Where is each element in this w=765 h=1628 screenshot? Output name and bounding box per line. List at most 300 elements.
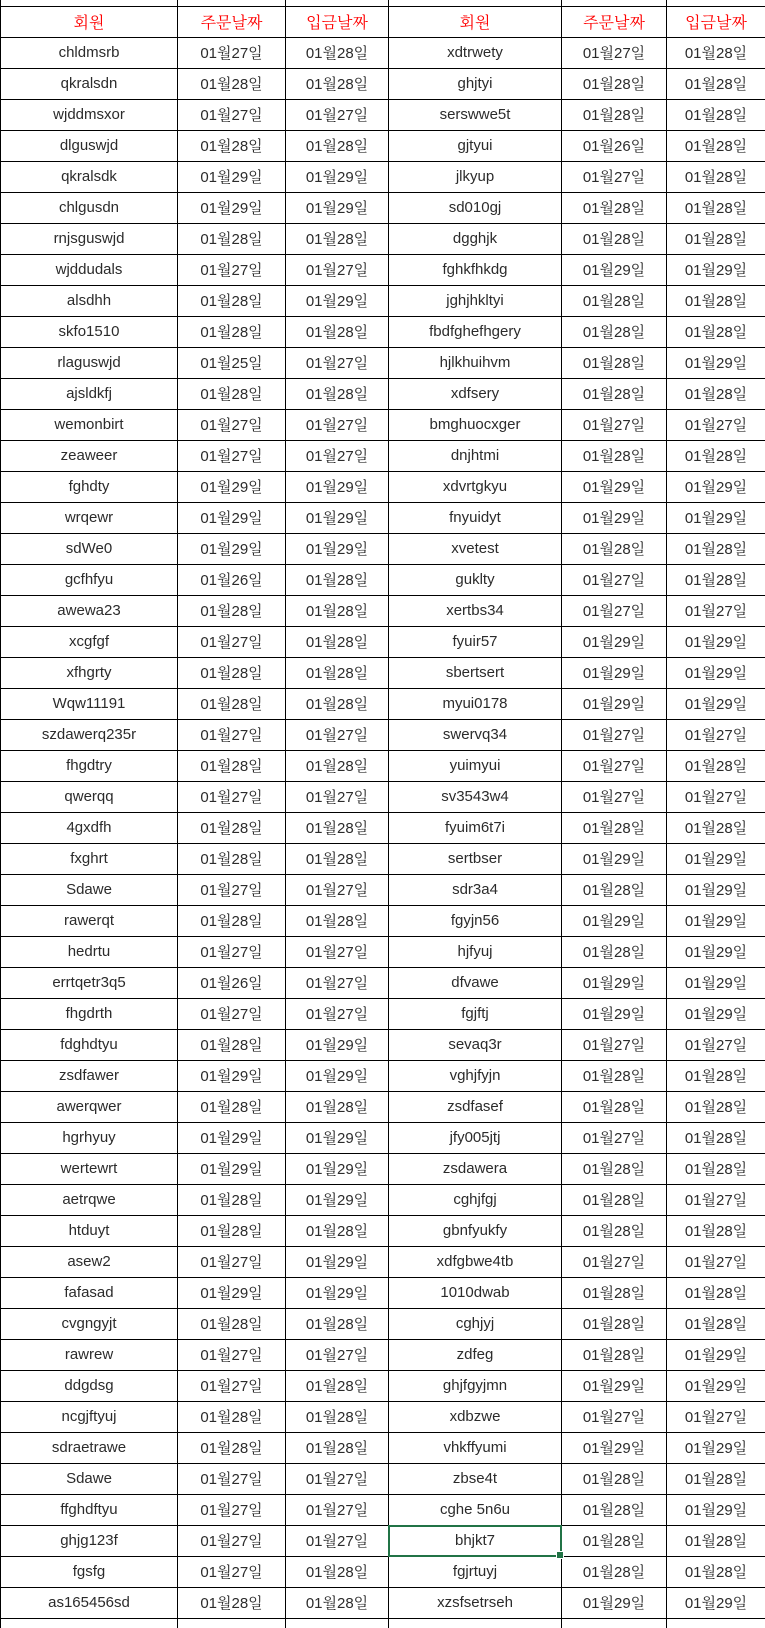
cell[interactable]: 01월28일 <box>178 378 286 409</box>
cell[interactable]: 01월28일 <box>286 564 389 595</box>
cell[interactable]: 01월29일 <box>667 967 765 998</box>
cell[interactable]: 01월29일 <box>178 1122 286 1153</box>
cell[interactable]: 01월28일 <box>667 812 765 843</box>
cell[interactable]: 01월26일 <box>178 564 286 595</box>
cell[interactable]: 01월29일 <box>667 936 765 967</box>
cell[interactable]: fgsfg <box>1 1556 178 1587</box>
cell[interactable]: 01월27일 <box>178 1370 286 1401</box>
cell[interactable]: htduyt <box>1 1215 178 1246</box>
cell[interactable]: 01월28일 <box>286 1401 389 1432</box>
cell[interactable]: 01월28일 <box>667 99 765 130</box>
cell[interactable]: 01월25일 <box>178 347 286 378</box>
cell[interactable]: 01월29일 <box>667 626 765 657</box>
cell[interactable]: sbertsert <box>389 657 562 688</box>
cell[interactable]: 01월29일 <box>286 285 389 316</box>
cell[interactable]: 01월28일 <box>562 1339 667 1370</box>
cell[interactable]: szdawerq235r <box>1 719 178 750</box>
cell[interactable]: xdvrtgkyu <box>389 471 562 502</box>
cell[interactable]: qkralsdk <box>1 161 178 192</box>
cell[interactable]: 01월29일 <box>667 657 765 688</box>
cell[interactable]: errtqetr3q5 <box>1 967 178 998</box>
cell[interactable]: 01월27일 <box>178 626 286 657</box>
cell[interactable]: 01월28일 <box>286 750 389 781</box>
cell[interactable]: asew2 <box>1 1246 178 1277</box>
cell[interactable]: 01월28일 <box>562 99 667 130</box>
cell[interactable]: wemonbirt <box>1 409 178 440</box>
cell[interactable]: jghjhkltyi <box>389 285 562 316</box>
header-member-1[interactable]: 회원 <box>1 6 178 37</box>
cell[interactable]: rlaguswjd <box>1 347 178 378</box>
cell[interactable]: 01월29일 <box>286 1122 389 1153</box>
cell[interactable]: 01월28일 <box>667 750 765 781</box>
cell[interactable]: 01월29일 <box>178 192 286 223</box>
cell[interactable]: 01월27일 <box>286 440 389 471</box>
cell[interactable]: xcgfgf <box>1 626 178 657</box>
cell[interactable]: 01월28일 <box>178 688 286 719</box>
cell[interactable]: Sdawe <box>1 1463 178 1494</box>
cell[interactable]: 01월28일 <box>286 595 389 626</box>
cell[interactable]: cghjfgj <box>389 1184 562 1215</box>
cell[interactable]: dgghjk <box>389 223 562 254</box>
cell[interactable]: sv3543w4 <box>389 781 562 812</box>
cell[interactable]: fhgdrth <box>1 998 178 1029</box>
cell[interactable]: sevaq3r <box>389 1029 562 1060</box>
cell[interactable]: jlkyup <box>389 161 562 192</box>
cell[interactable]: 01월27일 <box>286 719 389 750</box>
cell[interactable]: 01월28일 <box>286 1587 389 1618</box>
header-deposit-date-1[interactable]: 입금날짜 <box>286 6 389 37</box>
cell[interactable]: 01월27일 <box>286 254 389 285</box>
cell[interactable]: 01월28일 <box>562 68 667 99</box>
cell[interactable]: 01월27일 <box>562 161 667 192</box>
cell[interactable]: 01월28일 <box>286 1215 389 1246</box>
cell[interactable]: fbdfghefhgery <box>389 316 562 347</box>
cell[interactable]: 01월29일 <box>286 471 389 502</box>
cell[interactable]: 01월28일 <box>562 1215 667 1246</box>
header-member-2[interactable]: 회원 <box>389 6 562 37</box>
cell[interactable]: 01월28일 <box>286 688 389 719</box>
cell[interactable]: 01월28일 <box>562 1308 667 1339</box>
cell[interactable]: 01월27일 <box>178 998 286 1029</box>
cell[interactable]: ghjg123f <box>1 1525 178 1556</box>
cell[interactable]: sertbser <box>389 843 562 874</box>
cell[interactable]: 01월27일 <box>286 1494 389 1525</box>
cell[interactable]: 01월27일 <box>178 1525 286 1556</box>
cell[interactable]: 01월27일 <box>178 99 286 130</box>
cell[interactable]: 01월28일 <box>562 378 667 409</box>
cell[interactable]: 01월28일 <box>562 936 667 967</box>
cell[interactable]: 01월28일 <box>286 37 389 68</box>
cell[interactable]: 01월28일 <box>667 1060 765 1091</box>
cell[interactable]: 01월29일 <box>667 874 765 905</box>
cell[interactable]: zbse4t <box>389 1463 562 1494</box>
cell[interactable]: 01월29일 <box>178 502 286 533</box>
cell[interactable]: 01월28일 <box>667 378 765 409</box>
cell[interactable]: fnyuidyt <box>389 502 562 533</box>
cell[interactable]: wjddmsxor <box>1 99 178 130</box>
cell[interactable]: 01월27일 <box>562 750 667 781</box>
cell[interactable]: 01월27일 <box>178 719 286 750</box>
cell[interactable]: wertewrt <box>1 1153 178 1184</box>
cell[interactable]: 01월29일 <box>562 657 667 688</box>
cell[interactable]: 01월28일 <box>562 533 667 564</box>
cell[interactable]: swervq34 <box>389 719 562 750</box>
cell[interactable]: 01월28일 <box>562 1525 667 1556</box>
cell[interactable]: 01월28일 <box>667 130 765 161</box>
cell[interactable]: 01월27일 <box>178 874 286 905</box>
cell[interactable]: 01월29일 <box>667 1370 765 1401</box>
cell[interactable]: 01월28일 <box>667 192 765 223</box>
cell[interactable]: 01월27일 <box>178 1494 286 1525</box>
cell[interactable]: Sdawe <box>1 874 178 905</box>
cell[interactable]: 01월27일 <box>286 347 389 378</box>
cell[interactable]: 01월27일 <box>178 1556 286 1587</box>
cell[interactable]: 01월28일 <box>667 285 765 316</box>
cell[interactable]: serswwe5t <box>389 99 562 130</box>
cell[interactable]: 01월29일 <box>562 905 667 936</box>
cell[interactable]: 01월29일 <box>667 688 765 719</box>
cell[interactable]: 01월29일 <box>667 905 765 936</box>
cell[interactable]: 01월28일 <box>178 750 286 781</box>
cell[interactable]: 01월27일 <box>562 1122 667 1153</box>
cell[interactable]: fyuim6t7i <box>389 812 562 843</box>
cell[interactable]: 01월29일 <box>286 1029 389 1060</box>
cell[interactable]: 01월28일 <box>562 440 667 471</box>
cell[interactable]: 01월28일 <box>562 1277 667 1308</box>
cell[interactable]: 01월29일 <box>562 254 667 285</box>
cell[interactable]: alsdhh <box>1 285 178 316</box>
cell[interactable]: 01월28일 <box>667 1525 765 1556</box>
cell[interactable]: fyuir57 <box>389 626 562 657</box>
cell[interactable]: 01월29일 <box>667 1494 765 1525</box>
cell[interactable]: 1010dwab <box>389 1277 562 1308</box>
cell[interactable]: fghdty <box>1 471 178 502</box>
cell[interactable]: 01월28일 <box>286 130 389 161</box>
cell[interactable]: hgrhyuy <box>1 1122 178 1153</box>
cell[interactable]: 01월27일 <box>178 440 286 471</box>
cell[interactable]: 01월28일 <box>667 1153 765 1184</box>
cell[interactable]: 01월28일 <box>667 68 765 99</box>
cell[interactable]: 01월27일 <box>178 254 286 285</box>
cell[interactable]: 01월27일 <box>667 1246 765 1277</box>
cell[interactable]: 01월28일 <box>562 192 667 223</box>
cell[interactable]: 01월27일 <box>178 781 286 812</box>
cell[interactable]: wrqewr <box>1 502 178 533</box>
cell[interactable]: 01월28일 <box>667 1556 765 1587</box>
cell[interactable]: 01월28일 <box>667 533 765 564</box>
cell[interactable]: 01월29일 <box>286 1277 389 1308</box>
cell[interactable]: 01월29일 <box>562 502 667 533</box>
cell[interactable]: 01월27일 <box>667 1029 765 1060</box>
cell[interactable]: 01월28일 <box>178 1184 286 1215</box>
cell[interactable]: gjtyui <box>389 130 562 161</box>
cell[interactable]: 01월27일 <box>286 936 389 967</box>
cell[interactable]: dlguswjd <box>1 130 178 161</box>
cell[interactable]: 01월29일 <box>178 1277 286 1308</box>
cell[interactable]: 01월27일 <box>178 37 286 68</box>
cell[interactable]: 01월28일 <box>562 874 667 905</box>
cell[interactable]: 01월28일 <box>286 905 389 936</box>
fill-handle[interactable] <box>556 1551 564 1559</box>
cell[interactable]: dfvawe <box>389 967 562 998</box>
cell[interactable]: zeaweer <box>1 440 178 471</box>
cell[interactable]: vhkffyumi <box>389 1432 562 1463</box>
header-order-date-1[interactable]: 주문날짜 <box>178 6 286 37</box>
cell[interactable]: 01월29일 <box>286 1246 389 1277</box>
cell[interactable]: myui0178 <box>389 688 562 719</box>
cell[interactable]: zsdawera <box>389 1153 562 1184</box>
cell[interactable]: sdraetrawe <box>1 1432 178 1463</box>
cell[interactable]: bmghuocxger <box>389 409 562 440</box>
cell[interactable]: 01월27일 <box>667 719 765 750</box>
cell[interactable]: 01월28일 <box>286 1091 389 1122</box>
cell[interactable]: 01월28일 <box>667 1277 765 1308</box>
cell[interactable]: 01월27일 <box>562 409 667 440</box>
cell[interactable]: 01월29일 <box>667 1339 765 1370</box>
cell[interactable]: 01월29일 <box>286 1184 389 1215</box>
cell[interactable]: fxghrt <box>1 843 178 874</box>
cell[interactable]: hedrtu <box>1 936 178 967</box>
cell[interactable]: fhgdtry <box>1 750 178 781</box>
header-order-date-2[interactable]: 주문날짜 <box>562 6 667 37</box>
cell[interactable]: 01월28일 <box>178 130 286 161</box>
cell[interactable]: 01월29일 <box>667 471 765 502</box>
cell[interactable]: 01월28일 <box>286 316 389 347</box>
cell[interactable]: dnjhtmi <box>389 440 562 471</box>
cell[interactable]: xzsfsetrseh <box>389 1587 562 1618</box>
cell[interactable]: 01월28일 <box>286 1556 389 1587</box>
cell[interactable]: 01월28일 <box>286 378 389 409</box>
cell[interactable]: xdfgbwe4tb <box>389 1246 562 1277</box>
cell[interactable]: 01월27일 <box>562 719 667 750</box>
cell[interactable]: 01월28일 <box>562 1463 667 1494</box>
cell[interactable]: ghjfgyjmn <box>389 1370 562 1401</box>
cell[interactable]: Wqw11191 <box>1 688 178 719</box>
cell[interactable]: ajsldkfj <box>1 378 178 409</box>
cell[interactable]: 01월28일 <box>286 626 389 657</box>
cell[interactable]: 01월28일 <box>286 843 389 874</box>
cell[interactable]: 01월29일 <box>667 1587 765 1618</box>
cell[interactable]: 01월26일 <box>178 967 286 998</box>
cell[interactable]: ghjtyi <box>389 68 562 99</box>
cell[interactable]: 01월27일 <box>286 781 389 812</box>
cell[interactable]: 01월26일 <box>562 130 667 161</box>
cell[interactable]: 01월28일 <box>178 905 286 936</box>
cell[interactable]: 01월27일 <box>562 1401 667 1432</box>
cell[interactable]: 01월27일 <box>286 1525 389 1556</box>
cell[interactable]: hjlkhuihvm <box>389 347 562 378</box>
cell[interactable]: jfy005jtj <box>389 1122 562 1153</box>
cell[interactable]: fgjftj <box>389 998 562 1029</box>
cell[interactable]: ffghdftyu <box>1 1494 178 1525</box>
cell[interactable]: qwerqq <box>1 781 178 812</box>
cell[interactable]: 01월28일 <box>178 1401 286 1432</box>
cell[interactable]: 01월28일 <box>178 1029 286 1060</box>
cell[interactable]: fafasad <box>1 1277 178 1308</box>
cell[interactable]: 01월29일 <box>286 502 389 533</box>
cell[interactable]: 01월28일 <box>667 1122 765 1153</box>
cell[interactable]: awerqwer <box>1 1091 178 1122</box>
cell[interactable]: xdfsery <box>389 378 562 409</box>
cell[interactable]: as165456sd <box>1 1587 178 1618</box>
cell[interactable]: 01월28일 <box>667 316 765 347</box>
cell[interactable]: rnjsguswjd <box>1 223 178 254</box>
cell[interactable]: 01월29일 <box>562 1432 667 1463</box>
cell[interactable]: 4gxdfh <box>1 812 178 843</box>
cell[interactable]: 01월29일 <box>562 626 667 657</box>
cell[interactable]: xvetest <box>389 533 562 564</box>
cell[interactable]: 01월28일 <box>178 1091 286 1122</box>
cell[interactable]: 01월27일 <box>667 595 765 626</box>
cell[interactable]: 01월28일 <box>286 657 389 688</box>
cell[interactable]: 01월28일 <box>178 657 286 688</box>
cell[interactable]: rawrew <box>1 1339 178 1370</box>
cell[interactable]: 01월27일 <box>178 409 286 440</box>
cell[interactable]: gcfhfyu <box>1 564 178 595</box>
cell[interactable]: gbnfyukfy <box>389 1215 562 1246</box>
cell[interactable]: 01월28일 <box>562 1494 667 1525</box>
cell[interactable]: 01월28일 <box>562 1556 667 1587</box>
cell[interactable]: xdbzwe <box>389 1401 562 1432</box>
cell[interactable]: 01월28일 <box>286 812 389 843</box>
cell[interactable]: 01월28일 <box>178 595 286 626</box>
cell[interactable]: 01월29일 <box>286 161 389 192</box>
cell[interactable]: sd010gj <box>389 192 562 223</box>
cell[interactable]: sdr3a4 <box>389 874 562 905</box>
cell[interactable]: 01월27일 <box>562 781 667 812</box>
cell[interactable]: 01월27일 <box>562 564 667 595</box>
cell[interactable]: 01월29일 <box>562 688 667 719</box>
cell[interactable]: 01월29일 <box>286 192 389 223</box>
header-deposit-date-2[interactable]: 입금날짜 <box>667 6 765 37</box>
cell[interactable]: 01월28일 <box>178 843 286 874</box>
cell[interactable]: 01월29일 <box>667 347 765 378</box>
cell[interactable]: awewa23 <box>1 595 178 626</box>
cell[interactable]: 01월29일 <box>667 254 765 285</box>
cell[interactable]: 01월29일 <box>667 843 765 874</box>
cell[interactable]: 01월28일 <box>562 1153 667 1184</box>
cell[interactable]: 01월29일 <box>286 533 389 564</box>
cell[interactable]: 01월29일 <box>178 471 286 502</box>
cell[interactable]: vghjfyjn <box>389 1060 562 1091</box>
cell[interactable]: 01월28일 <box>562 1060 667 1091</box>
cell[interactable]: qkralsdn <box>1 68 178 99</box>
cell[interactable]: 01월28일 <box>667 1308 765 1339</box>
cell[interactable]: 01월29일 <box>667 998 765 1029</box>
cell[interactable]: 01월28일 <box>562 223 667 254</box>
cell[interactable]: 01월29일 <box>178 161 286 192</box>
cell[interactable]: 01월28일 <box>178 1432 286 1463</box>
cell[interactable]: 01월27일 <box>286 409 389 440</box>
cell[interactable]: 01월29일 <box>562 843 667 874</box>
cell[interactable]: 01월27일 <box>178 1246 286 1277</box>
cell[interactable]: 01월28일 <box>286 1432 389 1463</box>
cell[interactable]: cvgngyjt <box>1 1308 178 1339</box>
cell[interactable]: 01월27일 <box>286 967 389 998</box>
cell[interactable]: chldmsrb <box>1 37 178 68</box>
cell[interactable]: 01월27일 <box>286 99 389 130</box>
cell[interactable]: wjddudals <box>1 254 178 285</box>
cell[interactable]: 01월28일 <box>667 1215 765 1246</box>
cell[interactable]: sdWe0 <box>1 533 178 564</box>
cell[interactable]: 01월29일 <box>562 1370 667 1401</box>
cell[interactable]: 01월28일 <box>667 440 765 471</box>
cell[interactable]: 01월28일 <box>667 37 765 68</box>
cell[interactable]: guklty <box>389 564 562 595</box>
cell[interactable]: 01월28일 <box>667 564 765 595</box>
cell[interactable]: fdghdtyu <box>1 1029 178 1060</box>
cell[interactable]: 01월29일 <box>562 967 667 998</box>
cell[interactable]: 01월28일 <box>178 1308 286 1339</box>
cell[interactable]: 01월29일 <box>562 998 667 1029</box>
cell[interactable]: 01월29일 <box>667 1432 765 1463</box>
cell[interactable]: chlgusdn <box>1 192 178 223</box>
cell[interactable]: 01월28일 <box>286 1370 389 1401</box>
cell[interactable]: cghjyj <box>389 1308 562 1339</box>
cell[interactable]: fghkfhkdg <box>389 254 562 285</box>
cell[interactable]: xfhgrty <box>1 657 178 688</box>
cell[interactable]: 01월28일 <box>286 1308 389 1339</box>
cell[interactable]: 01월27일 <box>286 1339 389 1370</box>
cell[interactable]: 01월29일 <box>178 533 286 564</box>
cell[interactable]: 01월28일 <box>178 1215 286 1246</box>
cell[interactable]: 01월28일 <box>286 223 389 254</box>
cell[interactable]: 01월28일 <box>562 316 667 347</box>
cell[interactable]: 01월27일 <box>562 595 667 626</box>
cell[interactable]: 01월28일 <box>178 812 286 843</box>
cell[interactable]: skfo1510 <box>1 316 178 347</box>
cell[interactable]: 01월28일 <box>562 1091 667 1122</box>
cell[interactable]: xertbs34 <box>389 595 562 626</box>
cell[interactable]: 01월28일 <box>667 1091 765 1122</box>
cell[interactable]: rawerqt <box>1 905 178 936</box>
cell[interactable]: 01월27일 <box>667 409 765 440</box>
cell[interactable]: 01월27일 <box>562 37 667 68</box>
cell[interactable]: 01월29일 <box>286 1153 389 1184</box>
cell[interactable]: 01월27일 <box>667 1401 765 1432</box>
cell[interactable]: 01월29일 <box>286 1060 389 1091</box>
cell[interactable]: 01월27일 <box>667 781 765 812</box>
cell[interactable]: 01월28일 <box>178 1587 286 1618</box>
cell[interactable]: 01월27일 <box>562 1246 667 1277</box>
cell[interactable]: 01월28일 <box>286 68 389 99</box>
cell[interactable]: ddgdsg <box>1 1370 178 1401</box>
cell[interactable]: 01월28일 <box>178 285 286 316</box>
cell[interactable]: 01월29일 <box>178 1153 286 1184</box>
cell[interactable]: ncgjftyuj <box>1 1401 178 1432</box>
cell[interactable]: 01월28일 <box>562 285 667 316</box>
cell[interactable]: 01월28일 <box>667 161 765 192</box>
cell[interactable]: 01월29일 <box>562 471 667 502</box>
cell[interactable]: 01월28일 <box>178 316 286 347</box>
cell[interactable]: 01월27일 <box>286 998 389 1029</box>
cell[interactable]: zdfeg <box>389 1339 562 1370</box>
cell[interactable]: 01월28일 <box>667 223 765 254</box>
selected-cell[interactable]: bhjkt7 <box>389 1525 562 1556</box>
cell[interactable]: 01월28일 <box>562 1184 667 1215</box>
cell[interactable]: 01월27일 <box>562 1029 667 1060</box>
cell[interactable]: 01월27일 <box>178 1339 286 1370</box>
cell[interactable]: hjfyuj <box>389 936 562 967</box>
cell[interactable]: 01월28일 <box>667 1463 765 1494</box>
cell[interactable]: 01월27일 <box>178 1463 286 1494</box>
cell[interactable]: 01월27일 <box>667 1184 765 1215</box>
cell[interactable]: 01월28일 <box>562 347 667 378</box>
cell[interactable]: 01월27일 <box>286 1463 389 1494</box>
cell[interactable]: 01월29일 <box>562 1587 667 1618</box>
cell[interactable]: 01월29일 <box>667 502 765 533</box>
cell[interactable]: 01월27일 <box>178 936 286 967</box>
